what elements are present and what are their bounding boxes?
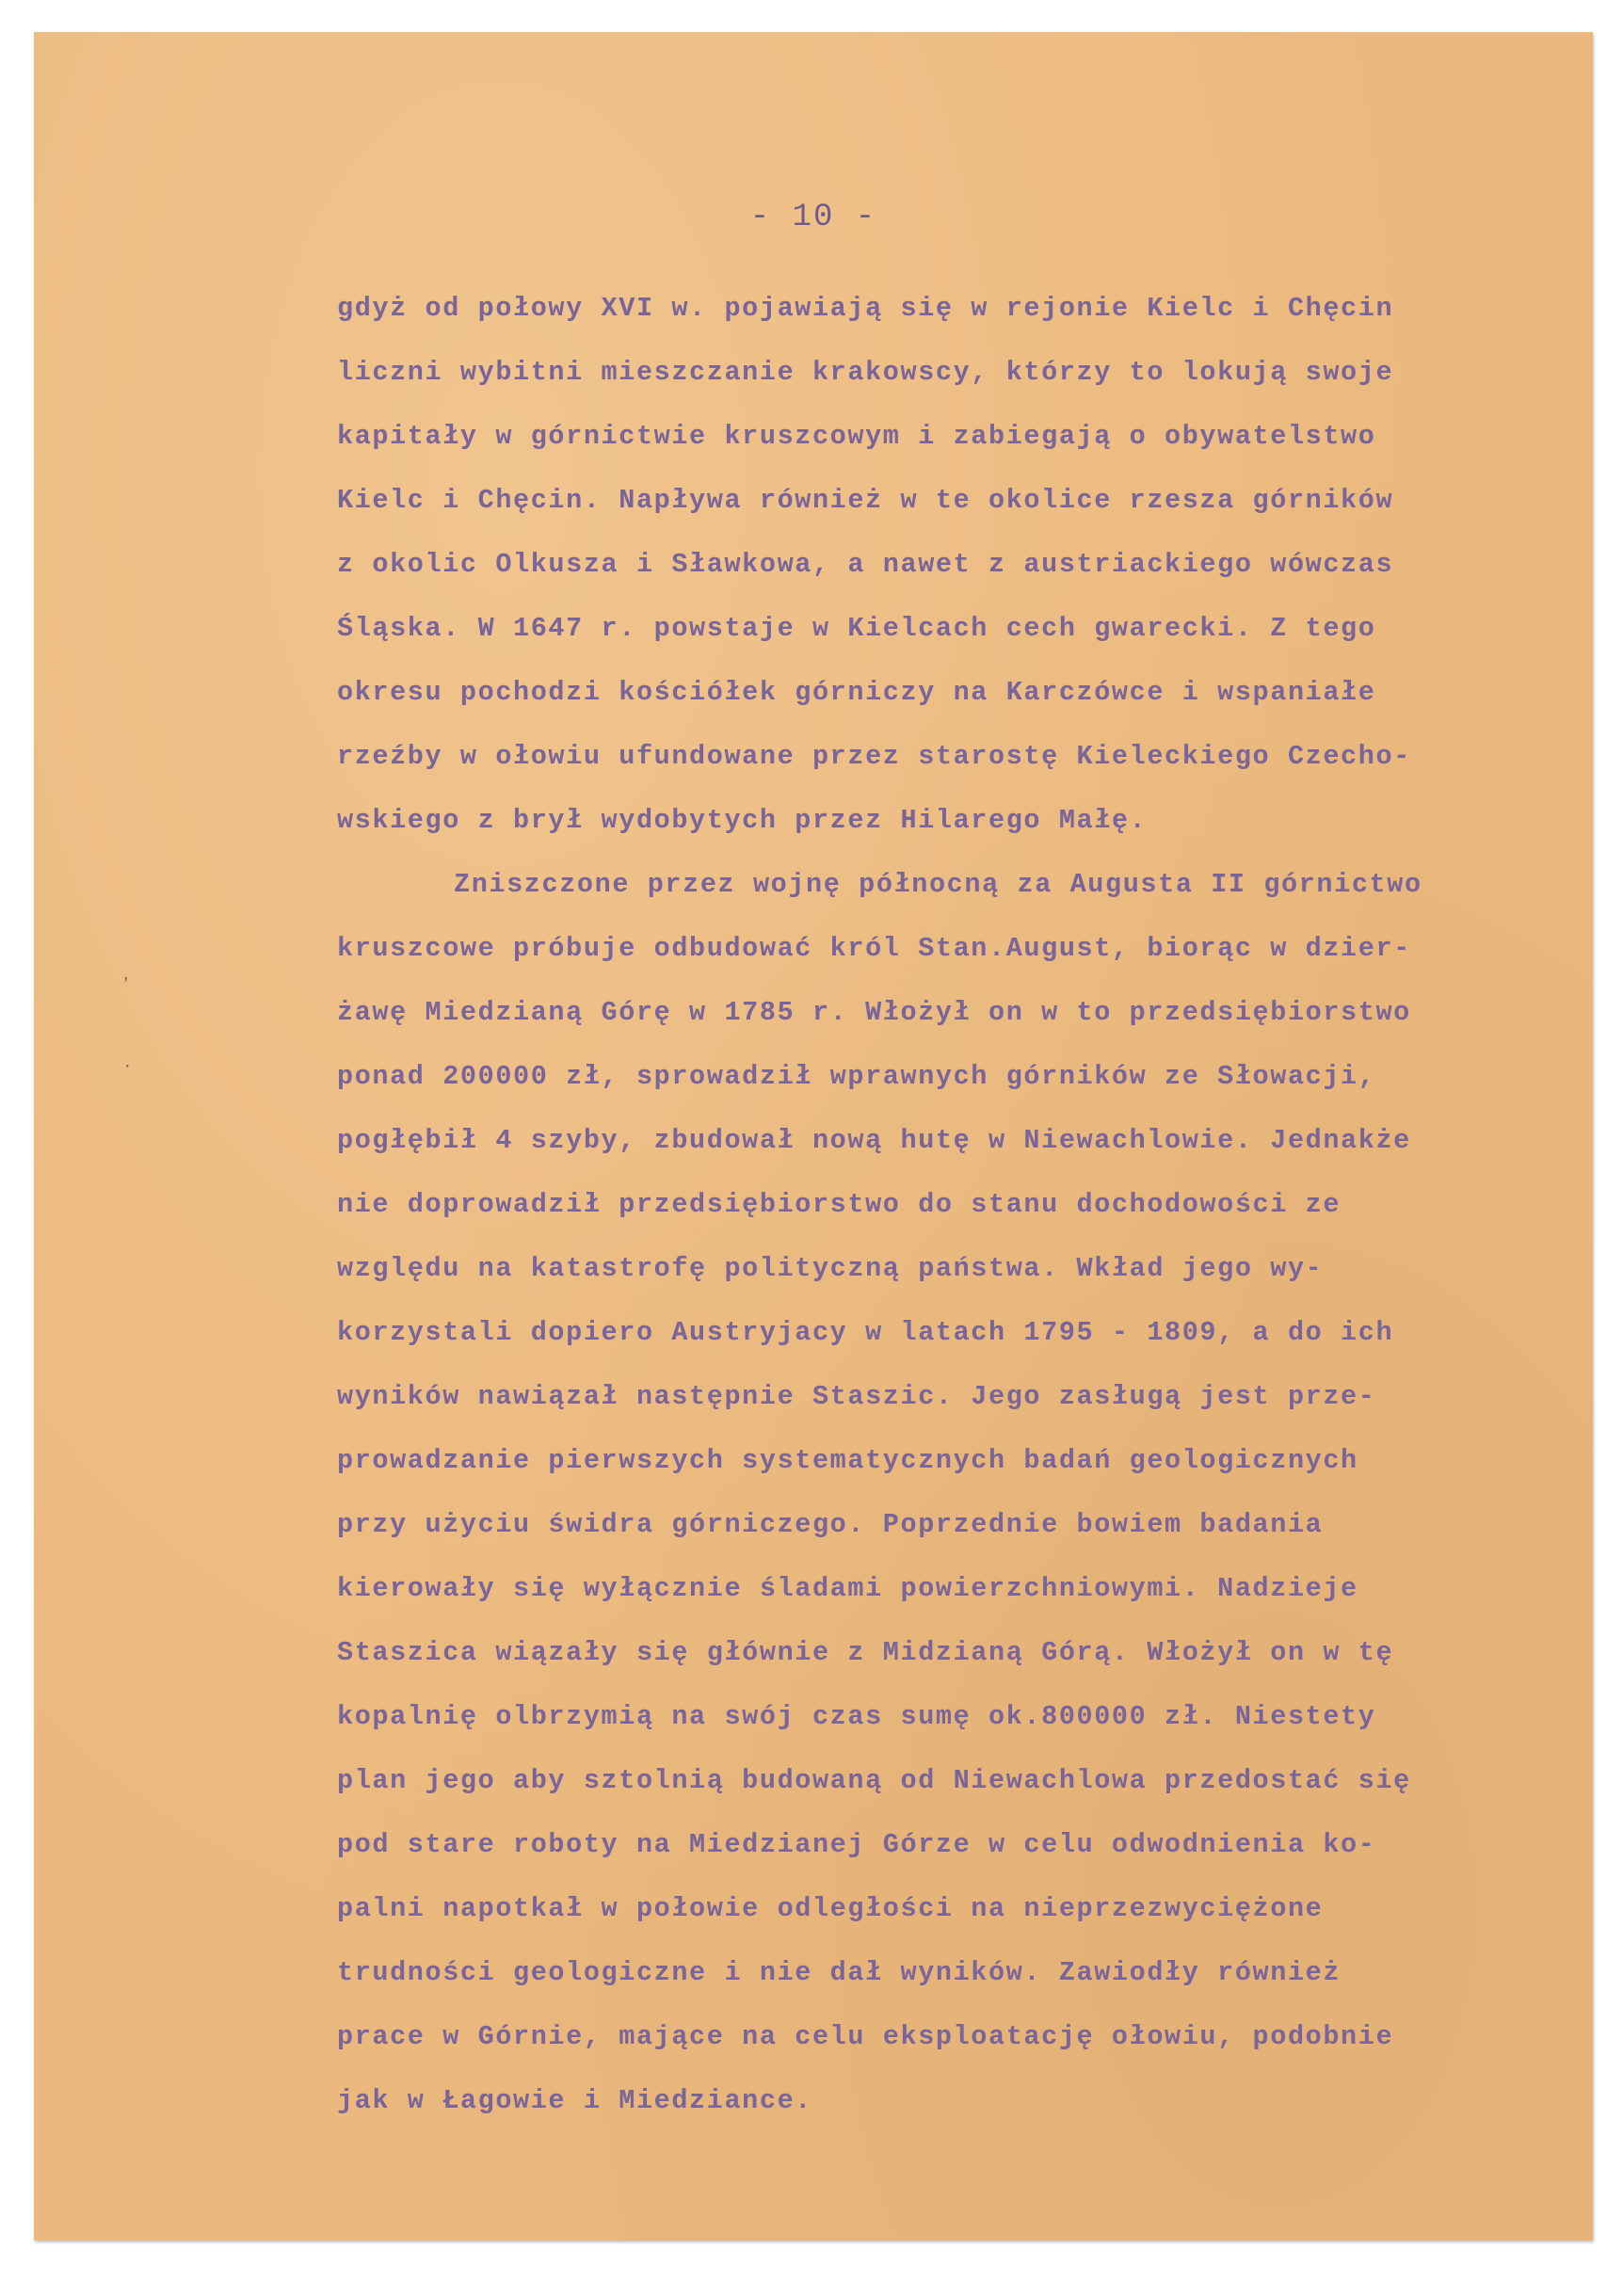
text-line: jak w Łagowie i Miedziance. xyxy=(337,2085,812,2116)
text-line: kruszcowe próbuje odbudować król Stan.August, biorąc w dzier- xyxy=(337,933,1411,964)
text-line: Staszica wiązały się głównie z Midzianą Górą. Włożył on w tę xyxy=(337,1637,1394,1668)
text-line: prace w Górnie, mające na celu eksploatację ołowiu, podobnie xyxy=(337,2021,1394,2052)
paragraph-2 xyxy=(337,853,1599,2133)
text-line: Śląska. W 1647 r. powstaje w Kielcach cech gwarecki. Z tego xyxy=(337,613,1376,644)
text-line: Kielc i Chęcin. Napływa również w te okolice rzesza górników xyxy=(337,485,1394,516)
text-line: wyników nawiązał następnie Staszic. Jego zasługą jest prze- xyxy=(337,1381,1376,1412)
text-line: korzystali dopiero Austryjacy w latach 1795 - 1809, a do ich xyxy=(337,1317,1394,1348)
paper-speck: ' xyxy=(124,973,128,994)
text-line: pod stare roboty na Miedzianej Górze w celu odwodnienia ko- xyxy=(337,1829,1376,1860)
text-line: palni napotkał w połowie odległości na nieprzezwyciężone xyxy=(337,1893,1324,1924)
document-page xyxy=(34,32,1593,2240)
text-line: z okolic Olkusza i Sławkowa, a nawet z austriackiego wówczas xyxy=(337,549,1394,580)
text-line: żawę Miedzianą Górę w 1785 r. Włożył on w to przedsiębiorstwo xyxy=(337,997,1411,1028)
text-line: liczni wybitni mieszczanie krakowscy, którzy to lokują swoje xyxy=(337,357,1394,388)
text-line: wskiego z brył wydobytych przez Hilarego Małę. xyxy=(337,805,1148,836)
text-line: kierowały się wyłącznie śladami powierzchniowymi. Nadzieje xyxy=(337,1573,1358,1604)
text-line: plan jego aby sztolnią budowaną od Niewachlowa przedostać się xyxy=(337,1765,1411,1796)
text-line: przy użyciu świdra górniczego. Poprzednie bowiem badania xyxy=(337,1509,1324,1540)
text-line: względu na katastrofę polityczną państwa. Wkład jego wy- xyxy=(337,1253,1324,1284)
text-line: trudności geologiczne i nie dał wyników. Zawiodły również xyxy=(337,1957,1342,1988)
page-number: - 10 - xyxy=(749,200,877,235)
text-line: okresu pochodzi kościółek górniczy na Karczówce i wspaniałe xyxy=(337,677,1376,708)
text-line: ponad 200000 zł, sprowadził wprawnych górników ze Słowacji, xyxy=(337,1061,1376,1092)
text-line: nie doprowadził przedsiębiorstwo do stanu dochodowości ze xyxy=(337,1189,1342,1220)
text-line: prowadzanie pierwszych systematycznych badań geologicznych xyxy=(337,1445,1358,1476)
paper-speck: · xyxy=(124,1056,131,1077)
paragraph-1 xyxy=(337,277,1599,853)
text-line: kapitały w górnictwie kruszcowym i zabiegają o obywatelstwo xyxy=(337,421,1376,452)
body-text xyxy=(337,277,1599,2133)
text-line: gdyż od połowy XVI w. pojawiają się w rejonie Kielc i Chęcin xyxy=(337,293,1394,324)
text-line: Zniszczone przez wojnę północną za Augusta II górnictwo xyxy=(454,869,1422,900)
text-line: kopalnię olbrzymią na swój czas sumę ok.800000 zł. Niestety xyxy=(337,1701,1376,1732)
text-line: rzeźby w ołowiu ufundowane przez starostę Kieleckiego Czecho- xyxy=(337,741,1411,772)
text-line: pogłębił 4 szyby, zbudował nową hutę w Niewachlowie. Jednakże xyxy=(337,1125,1411,1156)
